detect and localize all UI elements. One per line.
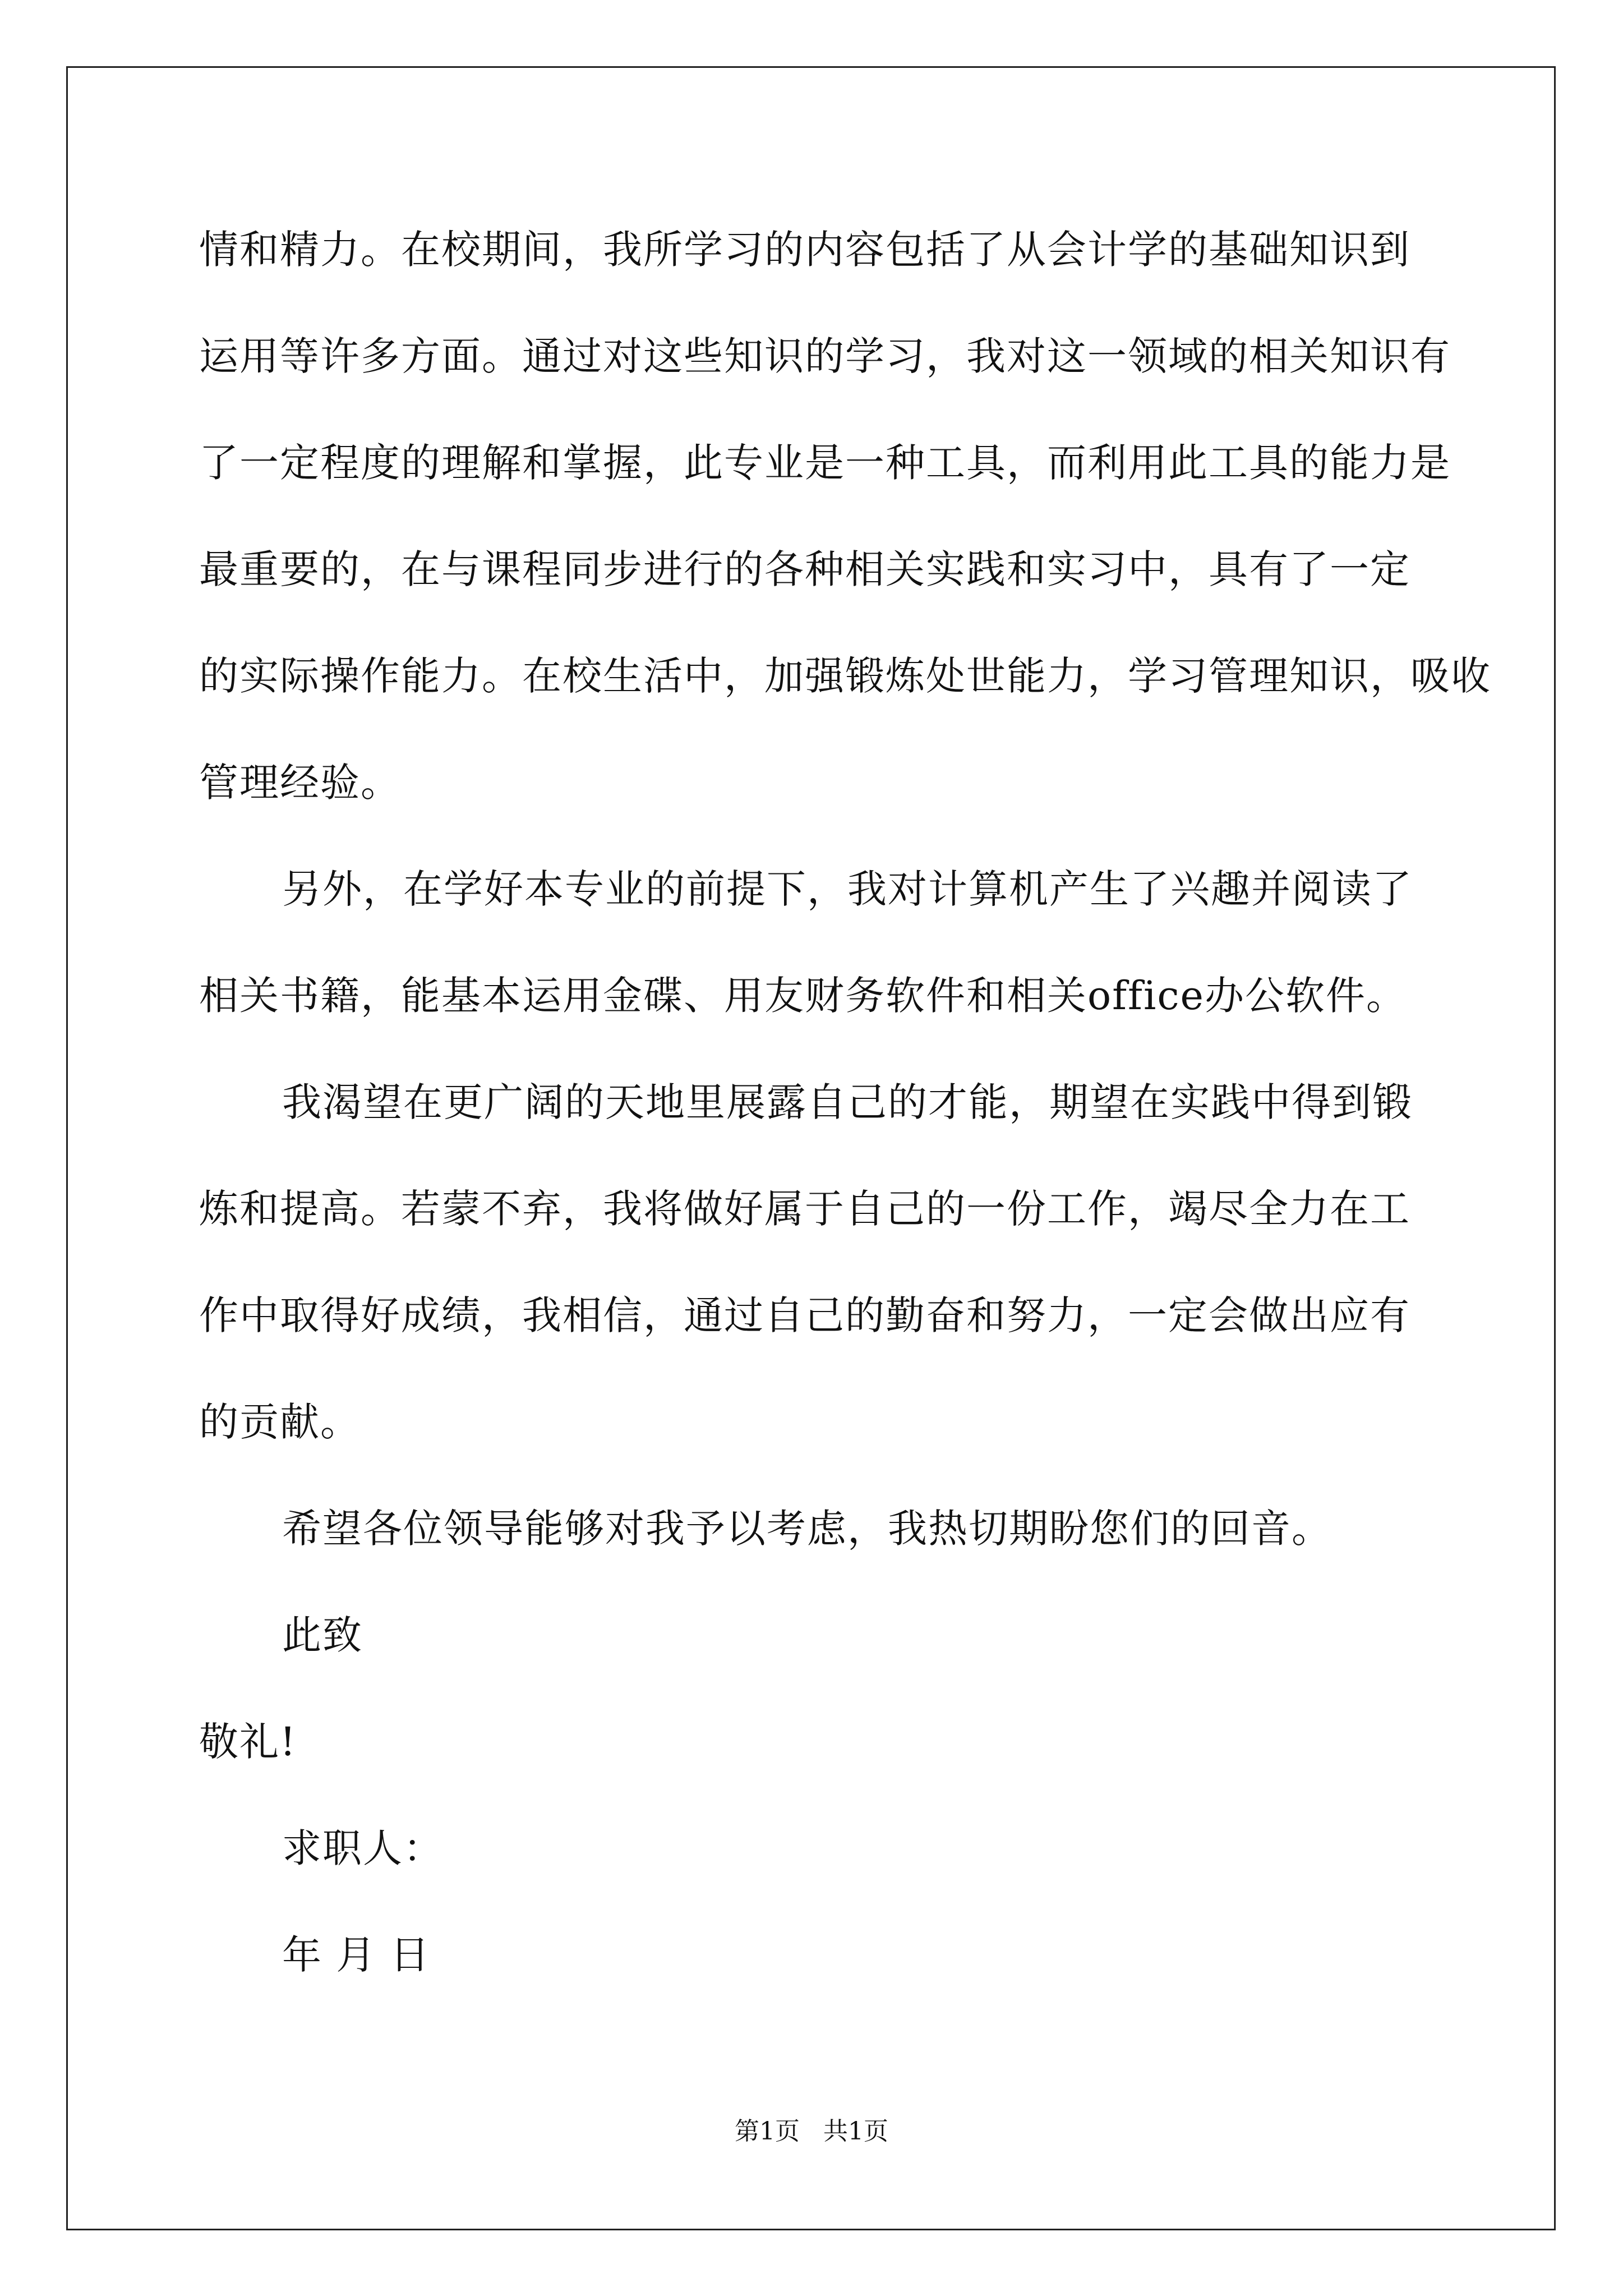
page-border — [66, 66, 1556, 2230]
text-line: 作中取得好成绩，我相信，通过自己的勤奋和努力，一定会做出应有 — [199, 1292, 1410, 1338]
paragraph-start-line: 我渴望在更广阔的天地里展露自己的才能，期望在实践中得到锻 — [282, 1079, 1413, 1125]
page-number-footer: 第1页 共1页 — [735, 2117, 888, 2146]
signature-label: 求职人： — [282, 1825, 444, 1871]
closing-regards: 敬礼! — [199, 1719, 297, 1765]
closing-salutation: 此致 — [282, 1612, 363, 1658]
paragraph-start-line: 希望各位领导能够对我予以考虑，我热切期盼您们的回音。 — [282, 1506, 1332, 1552]
text-line: 运用等许多方面。通过对这些知识的学习，我对这一领域的相关知识有 — [199, 333, 1451, 379]
text-line: 情和精力。在校期间，我所学习的内容包括了从会计学的基础知识到 — [199, 227, 1410, 273]
paragraph-start-line: 另外，在学好本专业的前提下，我对计算机产生了兴趣并阅读了 — [282, 866, 1413, 912]
text-line: 相关书籍，能基本运用金碟、用友财务软件和相关office办公软件。 — [199, 973, 1407, 1019]
text-line: 最重要的，在与课程同步进行的各种相关实践和实习中，具有了一定 — [199, 546, 1410, 592]
text-line: 的贡献。 — [199, 1399, 361, 1445]
text-line: 管理经验。 — [199, 760, 401, 806]
text-line: 炼和提高。若蒙不弃，我将做好属于自己的一份工作，竭尽全力在工 — [199, 1186, 1410, 1232]
date-line: 年 月 日 — [282, 1932, 431, 1978]
text-line: 了一定程度的理解和掌握，此专业是一种工具，而利用此工具的能力是 — [199, 440, 1451, 486]
text-line: 的实际操作能力。在校生活中，加强锻炼处世能力，学习管理知识，吸收 — [199, 653, 1491, 699]
